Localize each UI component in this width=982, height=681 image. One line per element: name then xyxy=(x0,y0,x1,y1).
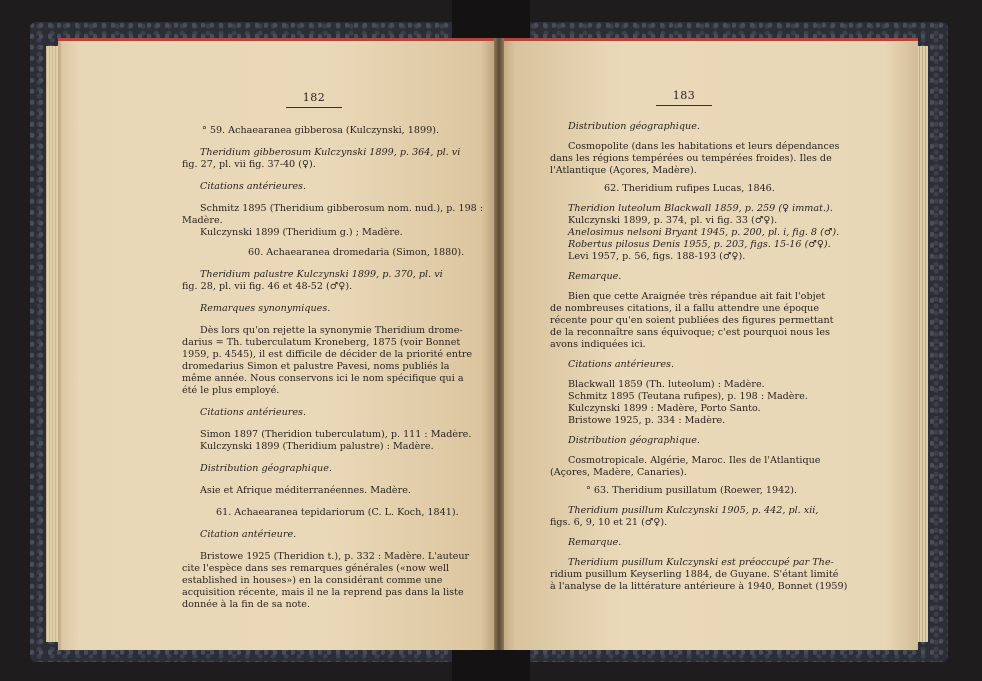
text-line: Kulczynski 1899, p. 374, pl. vi fig. 33 (♂♀). xyxy=(568,215,778,226)
text-line: l'Atlantique (Açores, Madère). xyxy=(550,165,697,176)
text-line: dans les régions tempérées ou tempérées froides). Iles de xyxy=(550,153,832,164)
section-heading: Citations antérieures. xyxy=(568,359,675,370)
right-page xyxy=(498,38,918,650)
left-folio-rule xyxy=(286,107,342,108)
right-page-number: 183 xyxy=(672,89,696,102)
species-heading-61: 61. Achaearanea tepidariorum (C. L. Koch, 1841). xyxy=(216,507,459,518)
section-heading: Remarque. xyxy=(568,537,622,548)
text-line: Schmitz 1895 (Teutana rufipes), p. 198 : Madère. xyxy=(568,391,808,402)
text-line: cite l'espèce dans ses remarques générales («now well xyxy=(182,563,450,574)
section-heading: Distribution géographique. xyxy=(568,435,700,446)
species-heading-60: 60. Achaearanea dromedaria (Simon, 1880). xyxy=(248,247,465,258)
text-line: Theridium gibberosum Kulczynski 1899, p. 364, pl. vi xyxy=(200,147,461,158)
spine-bottom xyxy=(452,650,530,681)
text-line: Theridium palustre Kulczynski 1899, p. 370, pl. vi xyxy=(200,269,443,280)
species-heading-62: 62. Theridium rufipes Lucas, 1846. xyxy=(604,183,775,194)
section-heading: Citation antérieure. xyxy=(200,529,297,540)
text-line: darius = Th. tuberculatum Kroneberg, 1875 (voir Bonnet xyxy=(182,337,461,348)
text-line: dromedarius Simon et palustre Pavesi, noms publiés la xyxy=(182,361,450,372)
text-line: Theridium pusillum Kulczynski est préoccupé par The- xyxy=(568,557,834,568)
text-line: acquisition récente, mais il ne la reprend pas dans la liste xyxy=(182,587,464,598)
species-heading-63: ° 63. Theridium pusillatum (Roewer, 1942). xyxy=(586,485,798,496)
right-folio-rule xyxy=(656,105,712,106)
text-line: Cosmotropicale. Algérie, Maroc. Iles de l'Atlantique xyxy=(568,455,821,466)
text-line: avons indiquées ici. xyxy=(550,339,646,350)
text-line: de nombreuses citations, il a fallu attendre une époque xyxy=(550,303,820,314)
text-line: Levi 1957, p. 56, figs. 188-193 (♂♀). xyxy=(568,251,746,262)
left-page-number: 182 xyxy=(302,91,326,104)
text-line: Dès lors qu'on rejette la synonymie Theridium drome- xyxy=(200,325,463,336)
section-heading: Remarque. xyxy=(568,271,622,282)
section-heading: Citations antérieures. xyxy=(200,407,307,418)
text-line: Bristowe 1925 (Theridion t.), p. 332 : Madère. L'auteur xyxy=(200,551,470,562)
text-line: 1959, p. 4545), il est difficile de décider de la priorité entre xyxy=(182,349,473,360)
text-line: de la reconnaître sans équivoque; c'est pourquoi nous les xyxy=(550,327,830,338)
text-line: Bien que cette Araignée très répandue ait fait l'objet xyxy=(568,291,826,302)
text-line: Bristowe 1925, p. 334 : Madère. xyxy=(568,415,726,426)
text-line: Kulczynski 1899 : Madère, Porto Santo. xyxy=(568,403,761,414)
text-line: à l'analyse de la littérature antérieure à 1940, Bonnet (1959) xyxy=(550,581,848,592)
text-line: fig. 28, pl. vii fig. 46 et 48-52 (♂♀). xyxy=(182,281,353,292)
text-line: même année. Nous conservons ici le nom spécifique qui a xyxy=(182,373,464,384)
text-line: Cosmopolite (dans les habitations et leurs dépendances xyxy=(568,141,840,152)
text-line: fig. 27, pl. vii fig. 37-40 (♀). xyxy=(182,159,316,170)
spine-top xyxy=(452,0,530,40)
text-line: established in houses») en la considérant comme une xyxy=(182,575,443,586)
left-page xyxy=(58,38,498,650)
text-line: Asie et Afrique méditerranéennes. Madère. xyxy=(200,485,411,496)
text-line: Robertus pilosus Denis 1955, p. 203, figs. 15-16 (♂♀). xyxy=(568,239,831,250)
section-heading: Distribution géographique. xyxy=(200,463,332,474)
text-line: Kulczynski 1899 (Theridium g.) ; Madère. xyxy=(200,227,403,238)
book-gutter xyxy=(494,38,504,650)
section-heading: Citations antérieures. xyxy=(200,181,307,192)
text-line: récente pour qu'en soient publiées des figures permettant xyxy=(550,315,834,326)
text-line: Kulczynski 1899 (Theridium palustre) : Madère. xyxy=(200,441,434,452)
text-line: donnée à la fin de sa note. xyxy=(182,599,311,610)
text-line: figs. 6, 9, 10 et 21 (♂♀). xyxy=(550,517,668,528)
text-line: été le plus employé. xyxy=(182,385,280,396)
species-heading-59: ° 59. Achaearanea gibberosa (Kulczynski, 1899). xyxy=(202,125,439,136)
section-heading: Remarques synonymiques. xyxy=(200,303,331,314)
text-line: Blackwall 1859 (Th. luteolum) : Madère. xyxy=(568,379,765,390)
text-line: Theridium pusillum Kulczynski 1905, p. 442, pl. xii, xyxy=(568,505,819,516)
section-heading: Distribution géographique. xyxy=(568,121,700,132)
text-line: Madère. xyxy=(182,215,223,226)
text-line: ridium pusillum Keyserling 1884, de Guyane. S'étant limité xyxy=(550,569,839,580)
text-line: Anelosimus nelsoni Bryant 1945, p. 200, pl. i, fig. 8 (♂). xyxy=(568,227,840,238)
text-line: (Açores, Madère, Canaries). xyxy=(550,467,687,478)
text-line: Simon 1897 (Theridion tuberculatum), p. 111 : Madère. xyxy=(200,429,472,440)
text-line: Theridion luteolum Blackwall 1859, p. 259 (♀ immat.). xyxy=(568,203,833,214)
text-line: Schmitz 1895 (Theridium gibberosum nom. nud.), p. 198 : xyxy=(200,203,484,214)
